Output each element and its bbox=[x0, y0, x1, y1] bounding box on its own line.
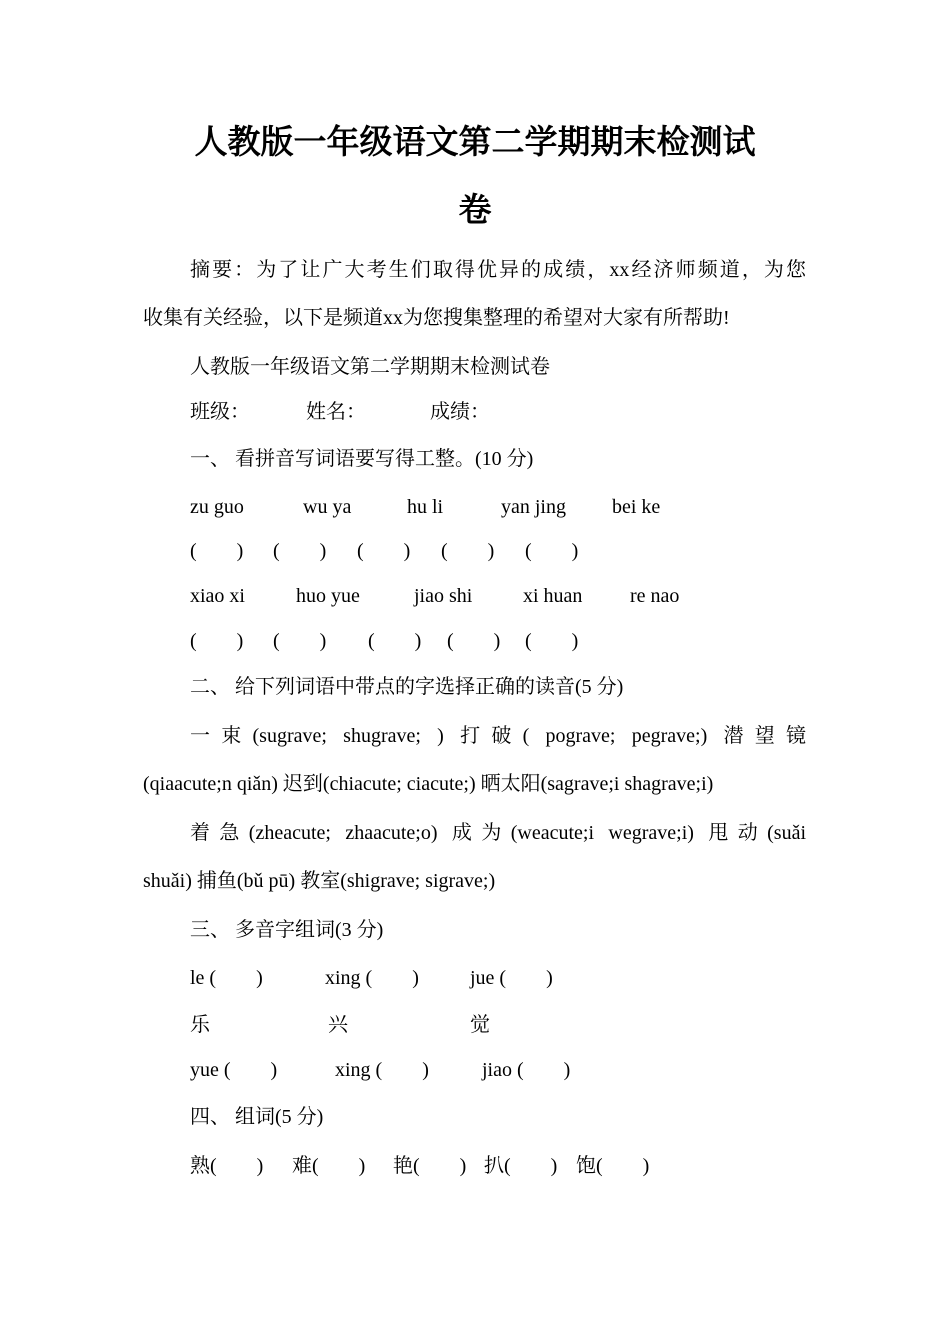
name-label: 姓名： bbox=[306, 401, 366, 423]
pinyin-item: wu ya bbox=[303, 496, 352, 518]
word-group-item: 难( ) bbox=[292, 1155, 366, 1177]
answer-blank: ( ) bbox=[273, 540, 327, 562]
answer-blank: ( ) bbox=[190, 630, 244, 652]
class-label: 班级： bbox=[190, 401, 250, 423]
pinyin-item: hu li bbox=[407, 496, 444, 518]
score-label: 成绩： bbox=[430, 401, 490, 423]
polyphone-char: 乐 bbox=[190, 1014, 210, 1036]
word-group-item: 扒( ) bbox=[484, 1155, 558, 1177]
answer-blank: ( ) bbox=[357, 540, 411, 562]
pinyin-item: zu guo bbox=[190, 496, 244, 518]
section-2-heading: 二、 给下列词语中带点的字选择正确的读音(5 分) bbox=[190, 676, 624, 698]
section-2-line-1: 一束(sugrave; shugrave; ) 打破( pograve; pegrave;) 潜望镜 bbox=[190, 725, 806, 747]
pinyin-item: huo yue bbox=[296, 585, 360, 607]
section-4-heading: 四、 组词(5 分) bbox=[190, 1106, 324, 1128]
polyphone-item: xing ( ) bbox=[325, 967, 419, 989]
pinyin-item: xiao xi bbox=[190, 585, 245, 607]
section-2-line-3: 着急(zheacute; zhaacute;o) 成为(weacute;i wegrave;i) 甩动(suǎi bbox=[190, 822, 806, 844]
word-group-item: 艳( ) bbox=[393, 1155, 467, 1177]
polyphone-item: jiao ( ) bbox=[482, 1059, 571, 1081]
pinyin-item: bei ke bbox=[612, 496, 661, 518]
polyphone-item: xing ( ) bbox=[335, 1059, 429, 1081]
pinyin-item: xi huan bbox=[523, 585, 583, 607]
word-group-item: 熟( ) bbox=[190, 1155, 264, 1177]
pinyin-item: re nao bbox=[630, 585, 680, 607]
answer-blank: ( ) bbox=[447, 630, 501, 652]
pinyin-item: yan jing bbox=[501, 496, 566, 518]
document-title-line-2: 卷 bbox=[458, 190, 492, 229]
word-group-item: 饱( ) bbox=[576, 1155, 650, 1177]
section-2-line-2: (qiaacute;n qiǎn) 迟到(chiacute; ciacute;) 晒太阳(sagrave;i shagrave;i) bbox=[143, 773, 714, 795]
answer-blank: ( ) bbox=[368, 630, 422, 652]
polyphone-item: le ( ) bbox=[190, 967, 263, 989]
answer-blank: ( ) bbox=[441, 540, 495, 562]
polyphone-item: yue ( ) bbox=[190, 1059, 278, 1081]
pinyin-item: jiao shi bbox=[414, 585, 473, 607]
abstract-line-1: 摘要：为了让广大考生们取得优异的成绩，xx经济师频道，为您 bbox=[190, 259, 806, 281]
abstract-line-2: 收集有关经验，以下是频道xx为您搜集整理的希望对大家有所帮助! bbox=[143, 307, 730, 329]
polyphone-char: 兴 bbox=[328, 1014, 348, 1036]
section-1-heading: 一、 看拼音写词语要写得工整。(10 分) bbox=[190, 448, 534, 470]
answer-blank: ( ) bbox=[525, 630, 579, 652]
document-title-line-1: 人教版一年级语文第二学期期末检测试 bbox=[194, 122, 756, 161]
polyphone-item: jue ( ) bbox=[470, 967, 553, 989]
section-2-line-4: shuǎi) 捕鱼(bǔ pū) 教室(shigrave; sigrave;) bbox=[143, 870, 496, 892]
section-3-heading: 三、 多音字组词(3 分) bbox=[190, 919, 384, 941]
subtitle: 人教版一年级语文第二学期期末检测试卷 bbox=[190, 356, 550, 378]
answer-blank: ( ) bbox=[525, 540, 579, 562]
answer-blank: ( ) bbox=[273, 630, 327, 652]
polyphone-char: 觉 bbox=[470, 1014, 490, 1036]
answer-blank: ( ) bbox=[190, 540, 244, 562]
